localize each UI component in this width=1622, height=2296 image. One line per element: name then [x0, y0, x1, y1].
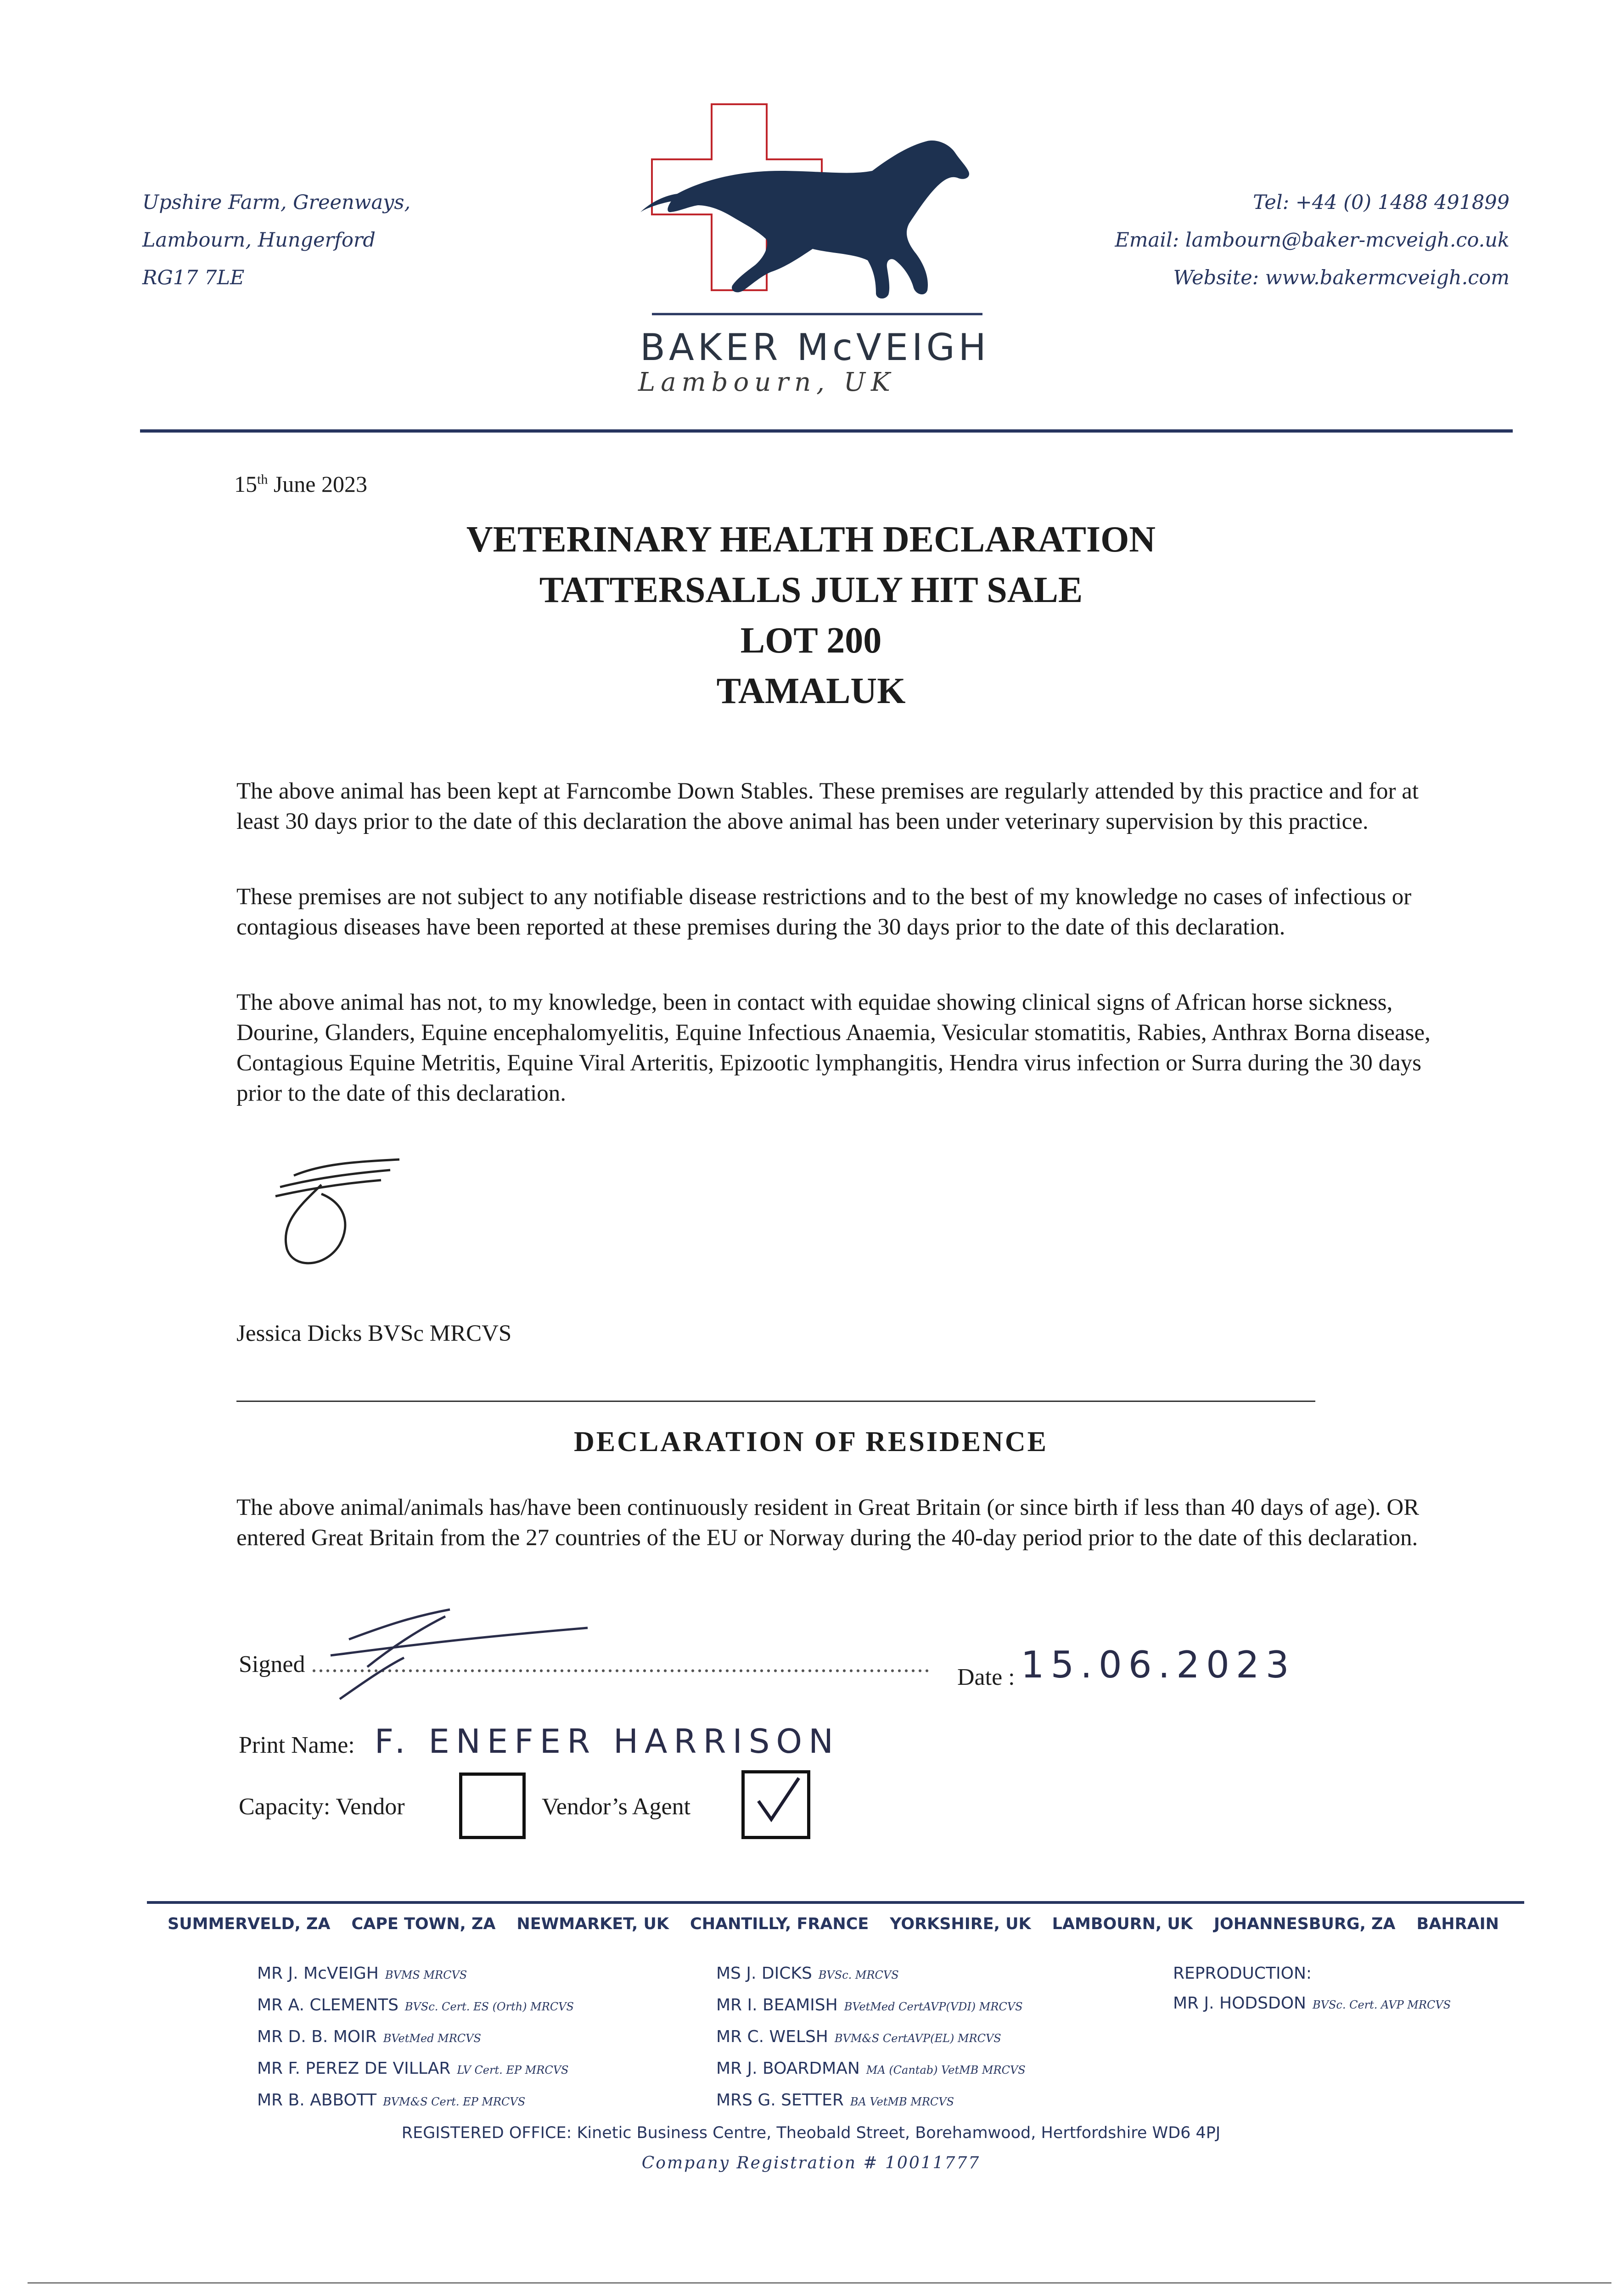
location-item: SUMMERVELD, ZA: [168, 1915, 331, 1933]
print-name-label: Print Name:: [239, 1732, 355, 1758]
vendor-checkbox[interactable]: [459, 1773, 526, 1839]
brand-location: Lambourn, UK: [638, 367, 896, 397]
contact-website: Website: www.bakermcveigh.com: [1173, 266, 1510, 289]
date-label: Date :: [957, 1664, 1015, 1690]
location-item: CHANTILLY, FRANCE: [690, 1915, 869, 1933]
horse-icon: [668, 141, 969, 298]
location-item: LAMBOURN, UK: [1052, 1915, 1193, 1933]
section-divider: [236, 1401, 1315, 1402]
vendors-agent-checkbox[interactable]: [741, 1770, 810, 1839]
location-item: JOHANNESBURG, ZA: [1213, 1915, 1396, 1933]
document-date: 15th June 2023: [234, 471, 367, 497]
staff-entry: MR J. McVEIGH BVMS MRCVS: [257, 1964, 467, 1983]
address-line: Upshire Farm, Greenways,: [142, 191, 411, 214]
practice-contact: [1115, 184, 1510, 297]
disease-restriction-paragraph: These premises are not subject to any notifiable disease restrictions and to the best of my knowledge no cases of infectious or contagious diseases have been reported at these premises during the 30 days prior to the date of this declaration.: [236, 884, 1412, 940]
staff-column: [257, 1958, 574, 2117]
vendors-agent-label: Vendor’s Agent: [542, 1794, 691, 1820]
document-titles: [0, 514, 1622, 716]
staff-entry: MR F. PEREZ DE VILLAR LV Cert. EP MRCVS: [257, 2059, 569, 2078]
residence-paragraph: The above animal/animals has/have been continuously resident in Great Britain (or since birth if less than 40 days of age). OR entered Great Britain from the 27 countries of the EU or Norway during the 40-day period prior to the date of this declaration.: [236, 1495, 1420, 1551]
horse-name: TAMALUK: [716, 671, 906, 711]
baker-mcveigh-logo: [634, 102, 1001, 336]
print-name-field[interactable]: [239, 1722, 840, 1761]
vet-signature: [248, 1143, 441, 1283]
staff-column-reproduction: [1173, 1958, 1451, 2020]
staff-entry: MR I. BEAMISH BVetMed CertAVP(VDI) MRCVS: [716, 1996, 1023, 2015]
contact-paragraph: The above animal has not, to my knowledge, been in contact with equidae showing clinical signs of African horse sickness, Dourine, Glanders, Equine encephalomyelitis, Equine Infectious Anaemia, Vesicular stomatitis, Rabies, Anthrax Borna disease, Contagious Equine Metritis, Equine Viral Arteritis, Epizootic lymphangitis, Hendra virus infection or Surra during the 30 days prior to the date of this declaration.: [236, 990, 1431, 1106]
sale-title: TATTERSALLS JULY HIT SALE: [539, 570, 1083, 610]
staff-entry: MR J. BOARDMAN MA (Cantab) VetMB MRCVS: [716, 2059, 1026, 2078]
signed-dots: ..........................................................................................: [311, 1651, 931, 1677]
vendor-signature: [312, 1607, 606, 1715]
staff-entry: MS J. DICKS BVSc. MRCVS: [716, 1964, 899, 1983]
signed-label: Signed: [239, 1651, 305, 1677]
office-locations: [168, 1915, 1499, 1933]
checkmark-icon: [745, 1773, 807, 1836]
staff-entry: MR B. ABBOTT BVM&S Cert. EP MRCVS: [257, 2091, 526, 2110]
address-line: Lambourn, Hungerford: [142, 229, 376, 252]
registered-office: REGISTERED OFFICE: Kinetic Business Centre, Theobald Street, Borehamwood, Hertfordshire WD6 4PJ: [401, 2124, 1221, 2142]
contact-email: Email: lambourn@baker-mcveigh.co.uk: [1115, 229, 1510, 252]
practice-address: [142, 184, 410, 297]
staff-entry: MR A. CLEMENTS BVSc. Cert. ES (Orth) MRCVS: [257, 1996, 574, 2015]
date-field[interactable]: [957, 1643, 1296, 1694]
residence-title: DECLARATION OF RESIDENCE: [573, 1426, 1049, 1458]
staff-entry: MR D. B. MOIR BVetMed MRCVS: [257, 2027, 481, 2046]
lot-number: LOT 200: [740, 620, 882, 661]
location-item: NEWMARKET, UK: [516, 1915, 669, 1933]
page-bottom-rule: [28, 2282, 1611, 2284]
document-title: VETERINARY HEALTH DECLARATION: [466, 519, 1156, 560]
reproduction-heading: REPRODUCTION:: [1173, 1964, 1312, 1983]
staff-entry: MRS G. SETTER BA VetMB MRCVS: [716, 2091, 954, 2110]
staff-entry: MR J. HODSDON BVSc. Cert. AVP MRCVS: [1173, 1994, 1451, 2013]
staff-entry: MR C. WELSH BVM&S CertAVP(EL) MRCVS: [716, 2027, 1001, 2046]
header-divider: [140, 429, 1513, 433]
premises-paragraph: The above animal has been kept at Farncombe Down Stables. These premises are regularly attended by this practice and for at least 30 days prior to the date of this declaration the above animal has been under veterinary supervision by this practice.: [236, 778, 1419, 834]
contact-phone: Tel: +44 (0) 1488 491899: [1253, 191, 1510, 214]
location-item: BAHRAIN: [1416, 1915, 1499, 1933]
date-value: 15.06.2023: [1021, 1643, 1296, 1686]
footer-divider: [147, 1901, 1524, 1904]
location-item: CAPE TOWN, ZA: [351, 1915, 496, 1933]
print-name-value: F. ENEFER HARRISON: [374, 1722, 840, 1761]
address-line: RG17 7LE: [142, 266, 245, 289]
staff-column: [716, 1958, 1026, 2117]
vet-name: Jessica Dicks BVSc MRCVS: [236, 1321, 512, 1346]
location-item: YORKSHIRE, UK: [890, 1915, 1031, 1933]
company-registration: Company Registration # 10011777: [641, 2154, 981, 2172]
capacity-vendor-label: Capacity: Vendor: [239, 1794, 405, 1820]
brand-name: BAKER McVEIGH: [640, 326, 990, 369]
